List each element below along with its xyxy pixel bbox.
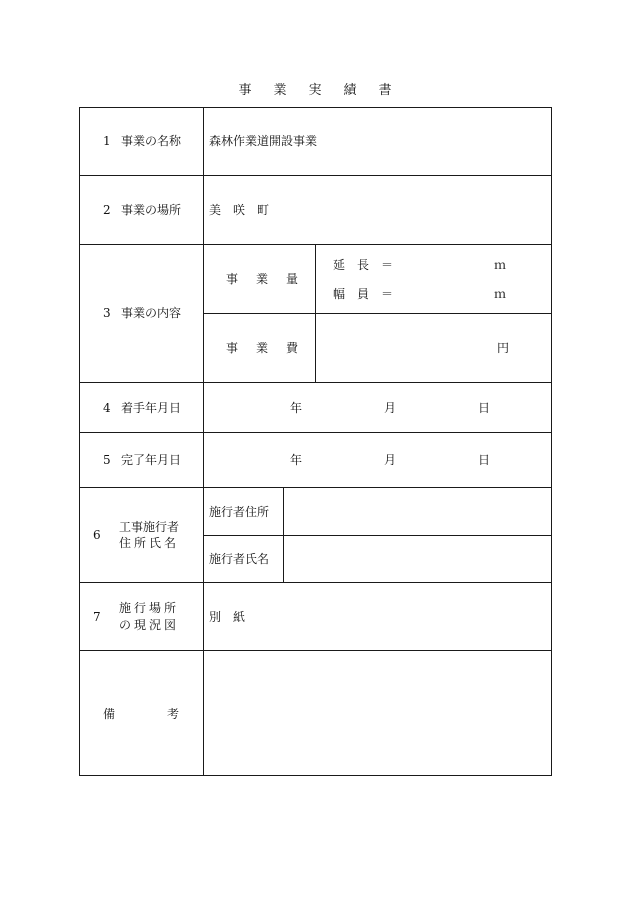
label-char: 費 — [286, 341, 299, 355]
row3-amount-label — [226, 272, 298, 286]
row5-number: 5 — [103, 453, 111, 467]
row7-label-line1 — [119, 601, 176, 615]
title-char: 事 — [238, 83, 252, 98]
label-char: 幅 — [333, 287, 346, 301]
row6-inner-divider — [283, 487, 284, 582]
label-char: 員 — [357, 287, 370, 301]
row3-subdivider — [203, 313, 551, 314]
row-divider — [79, 487, 551, 488]
label-column-divider — [203, 107, 204, 776]
row3-width-unit: ｍ — [494, 287, 507, 301]
label-char: 氏 — [149, 536, 162, 550]
title-char: 実 — [308, 83, 322, 98]
label-char: 所 — [134, 536, 147, 550]
row4-number: 4 — [103, 401, 111, 415]
row5-label: 完了年月日 — [121, 453, 182, 467]
row-divider — [79, 432, 551, 433]
row4-label: 着手年月日 — [121, 401, 182, 415]
row5-year: 年 — [290, 453, 303, 467]
value-char: 紙 — [233, 610, 246, 624]
label-char: 名 — [164, 536, 177, 550]
table-border-top — [79, 107, 551, 108]
row-divider — [79, 382, 551, 383]
row2-label: 事業の場所 — [121, 203, 182, 217]
row2-value — [209, 203, 269, 217]
label-char: 行 — [134, 601, 147, 615]
title-char: 績 — [343, 83, 357, 98]
value-char: 咲 — [233, 203, 246, 217]
row1-value: 森林作業道開設事業 — [209, 134, 318, 148]
table-border-right — [551, 107, 552, 776]
row7-label-line2 — [119, 618, 176, 632]
row6-address-label: 施行者住所 — [209, 505, 270, 519]
row3-label: 事業の内容 — [121, 306, 182, 320]
remarks-label-char-1: 備 — [103, 707, 116, 721]
remarks-label-char-2: 考 — [167, 707, 180, 721]
value-char: 美 — [209, 203, 222, 217]
label-char: 所 — [164, 601, 177, 615]
label-char: 現 — [134, 618, 147, 632]
title-char: 書 — [378, 83, 392, 98]
row4-day: 日 — [478, 401, 491, 415]
table-border-bottom — [79, 775, 551, 776]
row7-number: 7 — [93, 610, 101, 624]
row2-number: 2 — [103, 203, 111, 217]
row4-year: 年 — [290, 401, 303, 415]
row6-label-line2 — [119, 536, 176, 550]
equals-sign: ＝ — [381, 287, 394, 301]
row3-number: 3 — [103, 306, 111, 320]
label-char: 事 — [226, 272, 239, 286]
label-char: 事 — [226, 341, 239, 355]
label-char: 住 — [119, 536, 132, 550]
row3-length-unit: ｍ — [494, 258, 507, 272]
row6-name-label: 施行者氏名 — [209, 552, 270, 566]
row6-label-line1: 工事施行者 — [119, 520, 180, 534]
row7-value — [209, 610, 245, 624]
value-char: 町 — [257, 203, 270, 217]
label-char: 量 — [286, 272, 299, 286]
label-char: 業 — [256, 272, 269, 286]
row4-month: 月 — [384, 401, 397, 415]
row5-month: 月 — [384, 453, 397, 467]
label-char: 業 — [256, 341, 269, 355]
row3-cost-unit: 円 — [497, 341, 510, 355]
title-char: 業 — [273, 83, 287, 98]
row6-number: 6 — [93, 528, 101, 542]
table-border-left — [79, 107, 80, 776]
row-divider — [79, 582, 551, 583]
row3-length — [333, 258, 393, 272]
label-char: 延 — [333, 258, 346, 272]
row3-inner-divider — [315, 244, 316, 382]
row-divider — [79, 650, 551, 651]
row-divider — [79, 175, 551, 176]
row3-width — [333, 287, 393, 301]
label-char: 長 — [357, 258, 370, 272]
label-char: 施 — [119, 601, 132, 615]
row1-label: 事業の名称 — [121, 134, 182, 148]
label-char: 況 — [149, 618, 162, 632]
label-char: の — [119, 618, 132, 632]
equals-sign: ＝ — [381, 258, 394, 272]
label-char: 場 — [149, 601, 162, 615]
row3-cost-label — [226, 341, 298, 355]
row5-day: 日 — [478, 453, 491, 467]
row6-subdivider — [203, 535, 551, 536]
row1-number: 1 — [103, 134, 111, 148]
value-char: 別 — [209, 610, 222, 624]
label-char: 図 — [164, 618, 177, 632]
